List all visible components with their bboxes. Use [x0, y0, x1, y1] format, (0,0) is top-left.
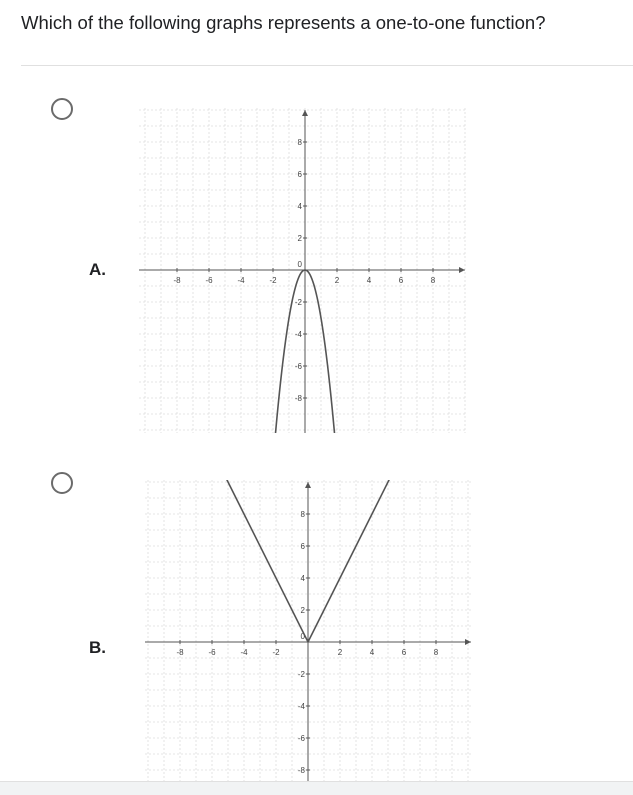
x-tick-label: 6 [401, 648, 407, 657]
option-a-radio[interactable] [51, 98, 73, 120]
y-tick-label: 0 [297, 260, 302, 269]
question-text: Which of the following graphs represents a one-to-one function? [21, 12, 546, 33]
divider [21, 65, 633, 66]
x-tick-label: 6 [398, 276, 404, 285]
option-b-radio[interactable] [51, 472, 73, 494]
y-tick-label: -4 [294, 330, 302, 339]
y-tick-label: 8 [297, 138, 302, 147]
y-tick-label: -2 [297, 670, 305, 679]
y-tick-label: 2 [300, 606, 305, 615]
x-tick-label: -4 [240, 648, 248, 657]
y-tick-label: -2 [294, 298, 302, 307]
y-tick-label: 2 [297, 234, 302, 243]
graph-a [139, 108, 467, 433]
y-tick-label: -6 [297, 734, 305, 743]
y-tick-label: -4 [297, 702, 305, 711]
y-tick-label: 8 [300, 510, 305, 519]
graph-a-svg [139, 108, 467, 433]
y-axis-arrow [302, 110, 308, 116]
graph-b [145, 480, 473, 781]
grid [145, 480, 473, 781]
y-tick-label: -6 [294, 362, 302, 371]
x-tick-label: -4 [237, 276, 245, 285]
y-tick-label: 6 [300, 542, 305, 551]
y-tick-label: -8 [294, 394, 302, 403]
x-tick-label: 8 [433, 648, 439, 657]
x-tick-label: -6 [205, 276, 213, 285]
x-tick-label: -8 [173, 276, 181, 285]
x-tick-label: 2 [334, 276, 340, 285]
option-b-label: B. [89, 638, 106, 657]
x-tick-label: 2 [337, 648, 343, 657]
x-axis-arrow [459, 267, 465, 273]
y-tick-label: -8 [297, 766, 305, 775]
x-tick-label: -6 [208, 648, 216, 657]
option-a-label: A. [89, 260, 106, 279]
x-tick-label: -2 [269, 276, 277, 285]
x-tick-label: 4 [369, 648, 375, 657]
y-tick-label: 0 [300, 632, 305, 641]
bottom-bar [0, 781, 633, 795]
y-axis-arrow [305, 482, 311, 488]
x-tick-label: -2 [272, 648, 280, 657]
x-tick-label: -8 [176, 648, 184, 657]
y-tick-label: 4 [300, 574, 305, 583]
x-tick-label: 8 [430, 276, 436, 285]
y-tick-label: 6 [297, 170, 302, 179]
x-tick-label: 4 [366, 276, 372, 285]
graph-b-svg [145, 480, 473, 781]
y-tick-label: 4 [297, 202, 302, 211]
